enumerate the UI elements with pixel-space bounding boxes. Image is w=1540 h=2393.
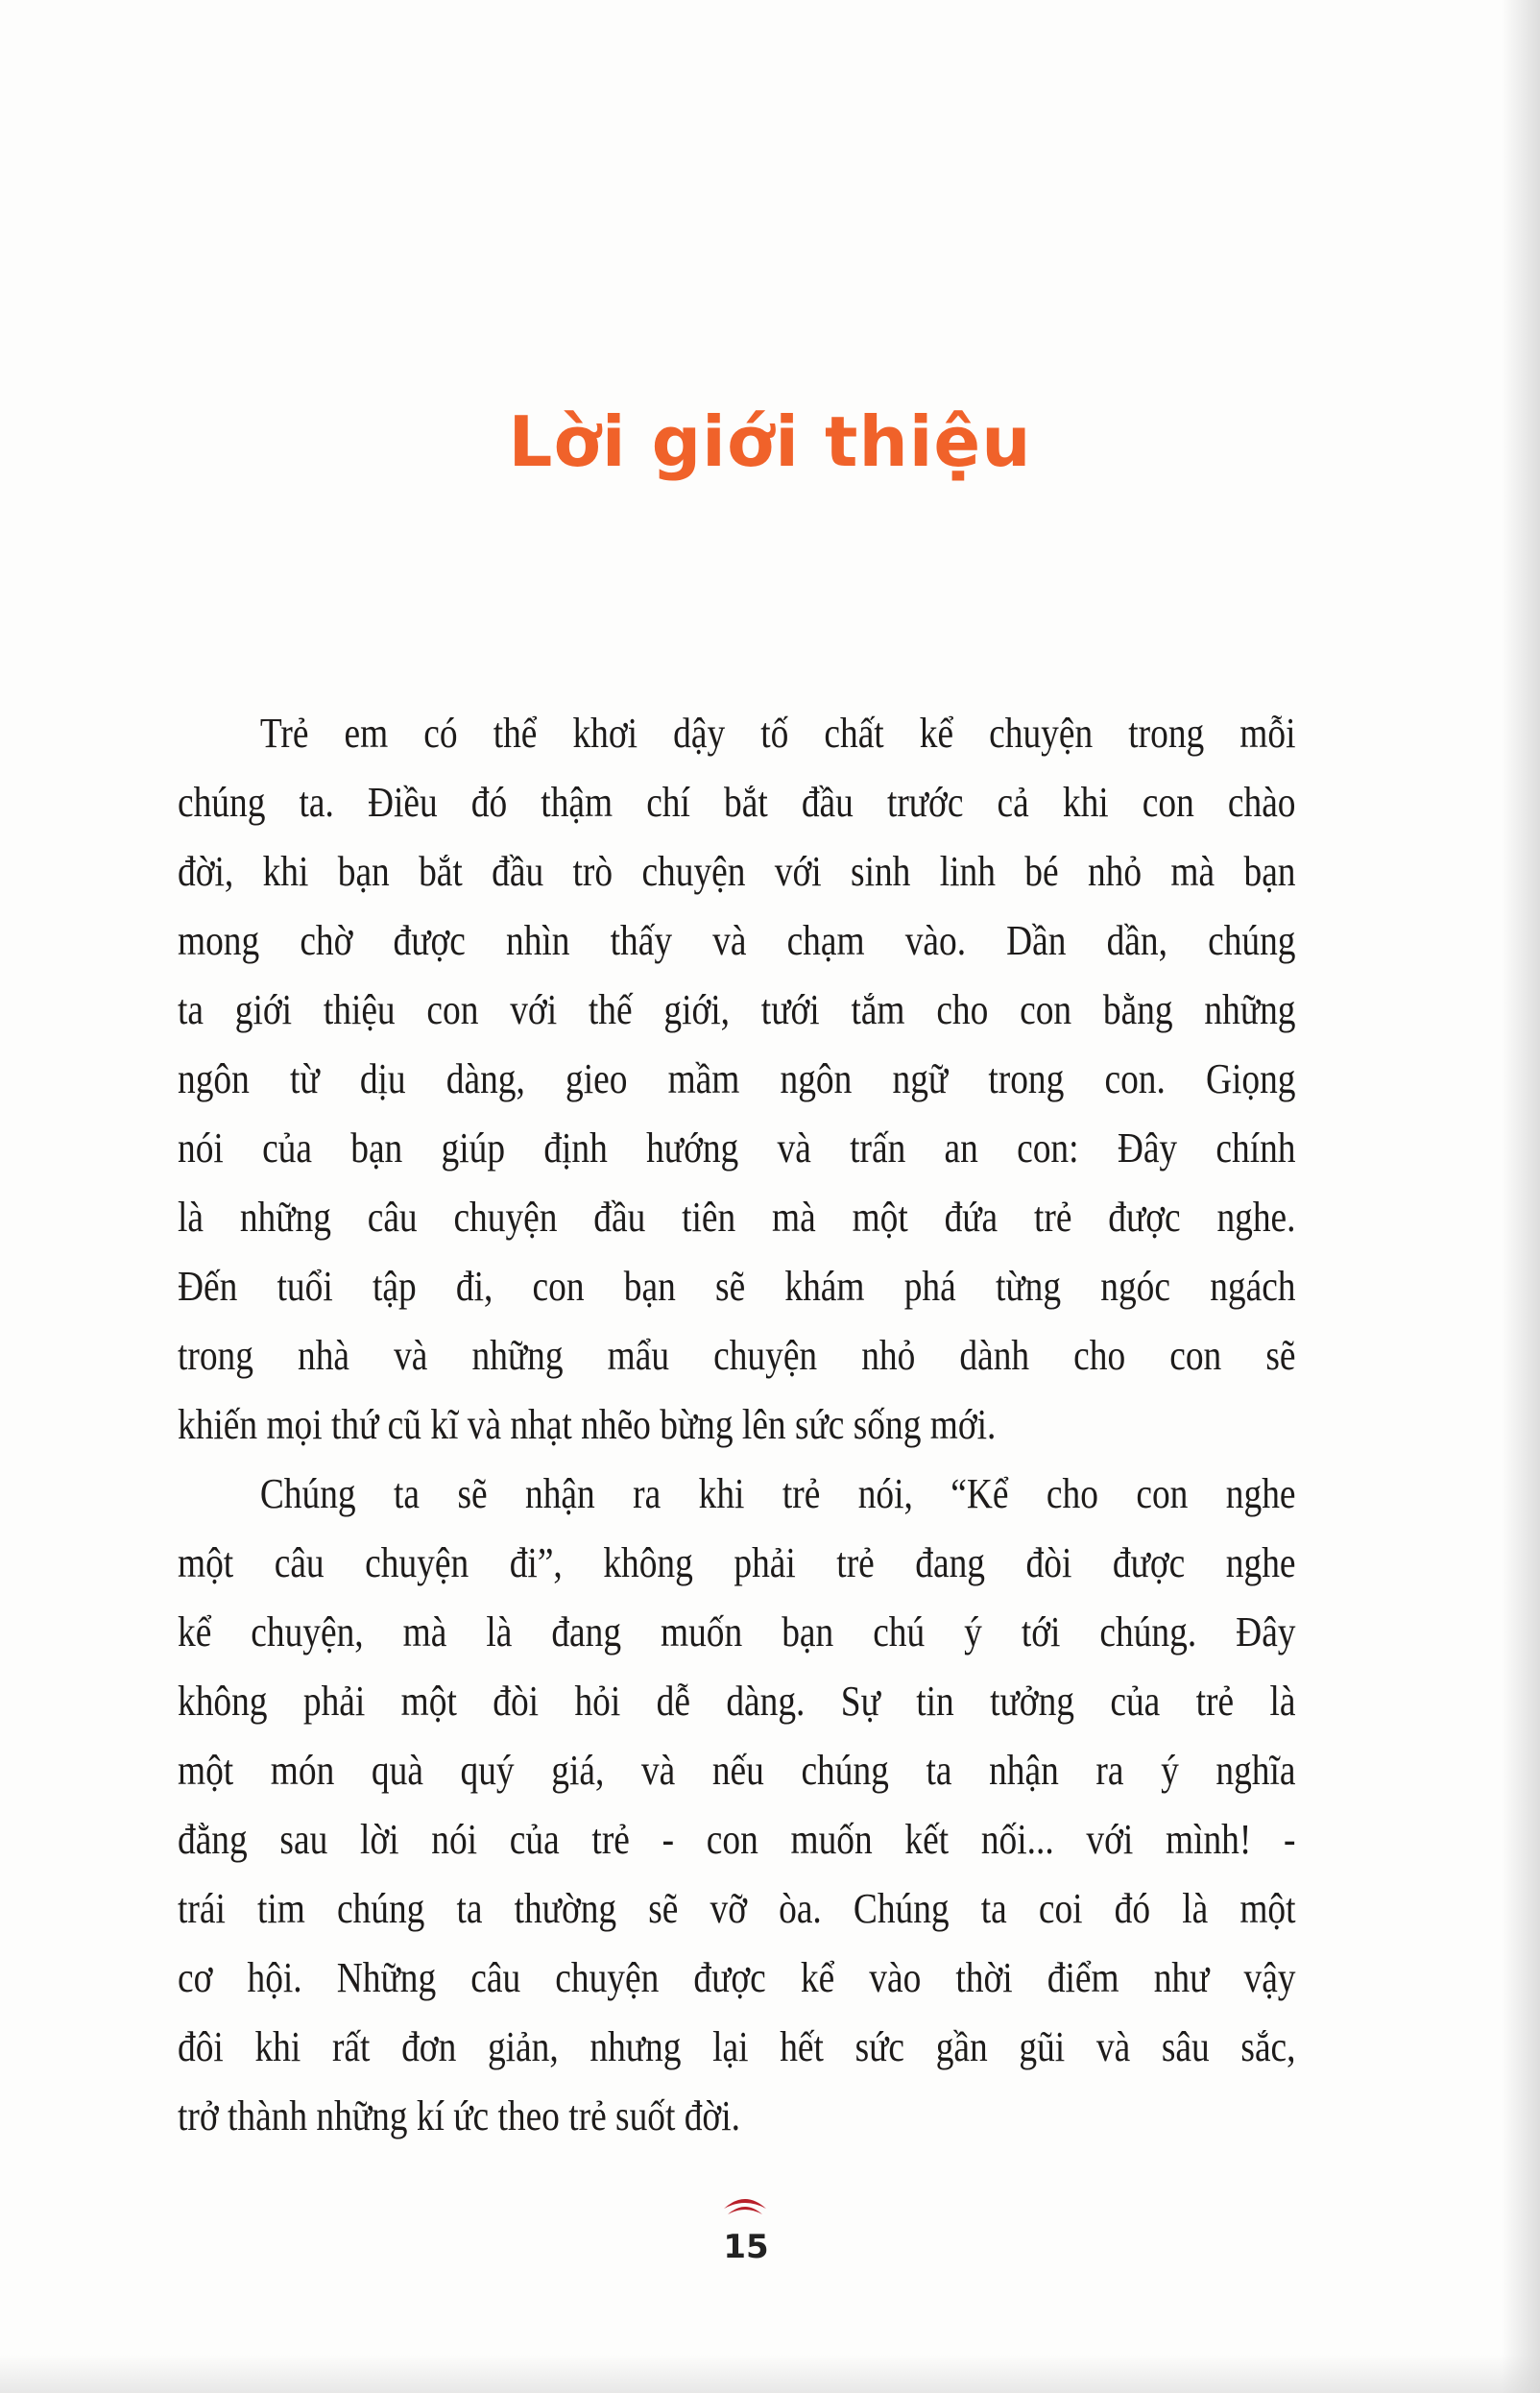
text-line: Chúng ta sẽ nhận ra khi trẻ nói, “Kể cho con nghe (259, 1470, 1296, 1517)
text-line: một câu chuyện đi”, không phải trẻ đang đòi được nghe (178, 1539, 1296, 1586)
text-line: kể chuyện, mà là đang muốn bạn chú ý tới chúng. Đây (178, 1608, 1296, 1656)
page-number: 15 (723, 2228, 769, 2266)
text-line: cơ hội. Những câu chuyện được kể vào thời điểm như vậy (178, 1954, 1296, 2001)
text-line: chúng ta. Điều đó thậm chí bắt đầu trước cả khi con chào (178, 779, 1296, 826)
text-line: đằng sau lời nói của trẻ - con muốn kết nối... với mình! - (178, 1816, 1296, 1863)
text-line: Đến tuổi tập đi, con bạn sẽ khám phá từng ngóc ngách (178, 1263, 1296, 1310)
page-edge-shadow (0, 2355, 1540, 2393)
text-line: trở thành những kí ức theo trẻ suốt đời. (178, 2092, 740, 2139)
text-line: nói của bạn giúp định hướng và trấn an con: Đây chính (178, 1124, 1296, 1172)
text-line: đời, khi bạn bắt đầu trò chuyện với sinh linh bé nhỏ mà bạn (178, 848, 1296, 895)
page-edge-shadow (1502, 0, 1540, 2393)
page-title: Lời giới thiệu (508, 401, 1032, 482)
text-line: trái tim chúng ta thường sẽ vỡ òa. Chúng ta coi đó là một (178, 1885, 1296, 1932)
text-line: mong chờ được nhìn thấy và chạm vào. Dần dần, chúng (178, 917, 1296, 964)
body-text (178, 699, 1296, 2151)
text-line: là những câu chuyện đầu tiên mà một đứa trẻ được nghe. (178, 1194, 1296, 1241)
text-line: ngôn từ dịu dàng, gieo mầm ngôn ngữ trong con. Giọng (178, 1055, 1296, 1102)
text-line: một món quà quý giá, và nếu chúng ta nhận ra ý nghĩa (178, 1747, 1296, 1794)
text-line: trong nhà và những mẩu chuyện nhỏ dành cho con sẽ (178, 1332, 1296, 1379)
ornament-icon (722, 2189, 768, 2218)
text-line: không phải một đòi hỏi dễ dàng. Sự tin tưởng của trẻ là (178, 1678, 1296, 1725)
text-line: đôi khi rất đơn giản, nhưng lại hết sức gần gũi và sâu sắc, (178, 2023, 1296, 2070)
text-line: ta giới thiệu con với thế giới, tưới tắm cho con bằng những (178, 986, 1296, 1033)
text-line: khiến mọi thứ cũ kĩ và nhạt nhẽo bừng lên sức sống mới. (178, 1401, 997, 1448)
text-line: Trẻ em có thể khơi dậy tố chất kể chuyện trong mỗi (259, 710, 1296, 757)
